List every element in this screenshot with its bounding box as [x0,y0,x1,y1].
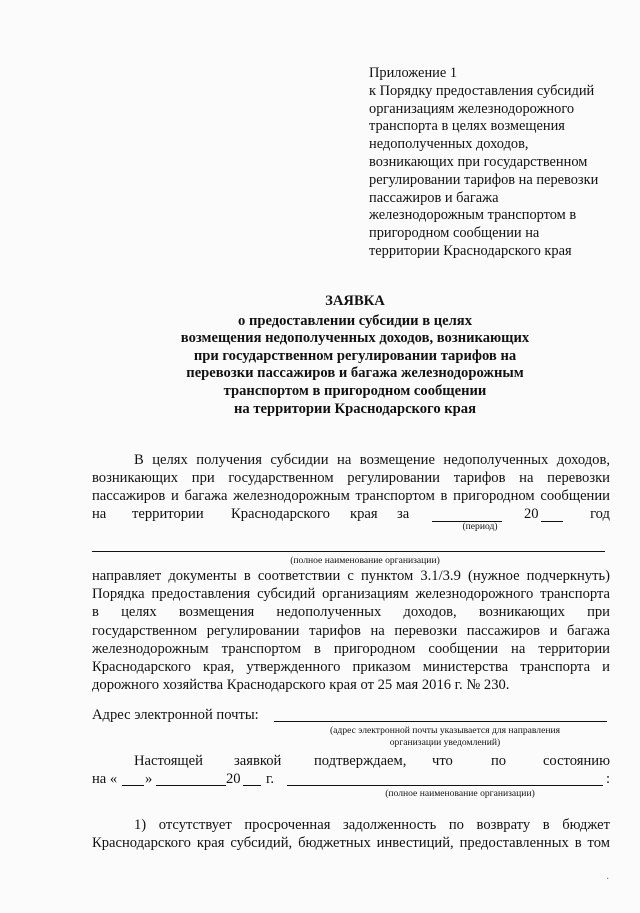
directs-line: железнодорожным транспортом в пригородном сообщении на территории [92,640,610,657]
intro-line: возникающих при государственном регулировании тарифов на перевозки [92,470,610,487]
date-suffix: г. [266,771,274,787]
confirm-word: что [432,753,453,769]
confirm-line [92,752,610,770]
directs-line: направляет документы в соответствии с пунктом 3.1/3.9 (нужное подчеркнуть) [92,568,610,584]
email-hint-1: (адрес электронной почты указывается для направления [329,725,561,736]
period-hint: (период) [462,521,498,532]
intro-word: края [350,506,378,522]
item-1-line: Краснодарского края субсидий, бюджетных инвестиций, предоставленных в том [92,835,610,852]
email-hint-2: организации уведомлений) [389,737,501,748]
appendix-line: территории Краснодарского края [369,242,572,259]
appendix-line: организациям железнодорожного [369,100,575,117]
date-year-prefix: 20 [226,771,241,787]
end-colon: : [605,771,610,787]
intro-paragraph [92,451,610,506]
date-prefix: на « [92,771,118,787]
confirm-word: заявкой [234,753,282,769]
appendix-header [369,65,631,261]
date-month-field[interactable] [156,772,226,786]
appendix-line: Приложение 1 [369,65,458,81]
date-mid: » [145,771,153,787]
intro-word: за [397,506,410,522]
item-1-line: 1) отсутствует просроченная задолженность по возврату в бюджет [134,817,610,833]
period-field[interactable] [432,508,502,522]
title-line: перевозки пассажиров и багажа железнодорожным [186,365,524,382]
intro-line: пассажиров и багажа железнодорожным транспортом в пригородном сообщении [92,488,610,505]
item-1-paragraph [92,816,610,852]
confirm-org-hint: (полное наименование организации) [385,788,535,799]
confirm-org-field[interactable] [287,772,603,786]
org-name-hint: (полное наименование организации) [290,555,440,566]
directs-line: в целях возмещения недополученных доходов, возникающих при [92,604,610,621]
title-line: возмещения недополученных доходов, возникающих [180,330,530,347]
appendix-line: пассажиров и багажа [369,189,499,206]
intro-word: территории [132,506,204,522]
appendix-line: возникающих при государственном [369,153,588,170]
year-prefix: 20 [524,506,539,522]
title-heading: ЗАЯВКА [325,293,385,309]
title-line: при государственном регулировании тарифов на [193,347,517,364]
email-field[interactable] [274,721,607,722]
appendix-line: к Порядку предоставления субсидий [369,82,595,99]
appendix-line: недополученных доходов, [369,136,529,153]
directs-line: Краснодарского края, утвержденного приказом министерства транспорта и [92,659,610,676]
document-title [60,293,640,418]
appendix-line: регулировании тарифов на перевозки [369,171,599,188]
directs-line: дорожного хозяйства Краснодарского края от 25 мая 2016 г. № 230. [92,677,510,694]
directs-line: Порядка предоставления субсидий организациям железнодорожного транспорта [92,586,610,603]
date-day-field[interactable] [122,772,144,786]
intro-word: на [92,506,107,522]
confirm-word: по [491,753,507,769]
email-label: Адрес электронной почты: [92,707,259,723]
date-year-field[interactable] [243,772,261,786]
title-line: о предоставлении субсидии в целях [238,312,472,329]
date-line [92,770,610,788]
appendix-line: железнодорожным транспортом в [369,207,577,224]
intro-line: В целях получения субсидии на возмещение недополученных доходов, [134,452,610,468]
directs-paragraph [92,567,610,694]
year-suffix: год [590,506,610,522]
year-field[interactable] [541,508,563,522]
scan-speck: · [606,874,610,885]
confirm-word: состоянию [542,753,610,769]
title-line: транспортом в пригородном сообщении [223,382,487,399]
org-name-field[interactable] [92,551,605,552]
directs-line: государственном регулировании тарифов на перевозки пассажиров и багажа [92,622,610,639]
intro-word: Краснодарского [231,506,330,522]
appendix-line: транспорта в целях возмещения [369,118,565,135]
confirm-word: подтверждаем, [314,753,407,769]
title-line: на территории Краснодарского края [234,400,476,417]
appendix-line: пригородном сообщении на [369,225,540,242]
confirm-word: Настоящей [134,753,203,769]
